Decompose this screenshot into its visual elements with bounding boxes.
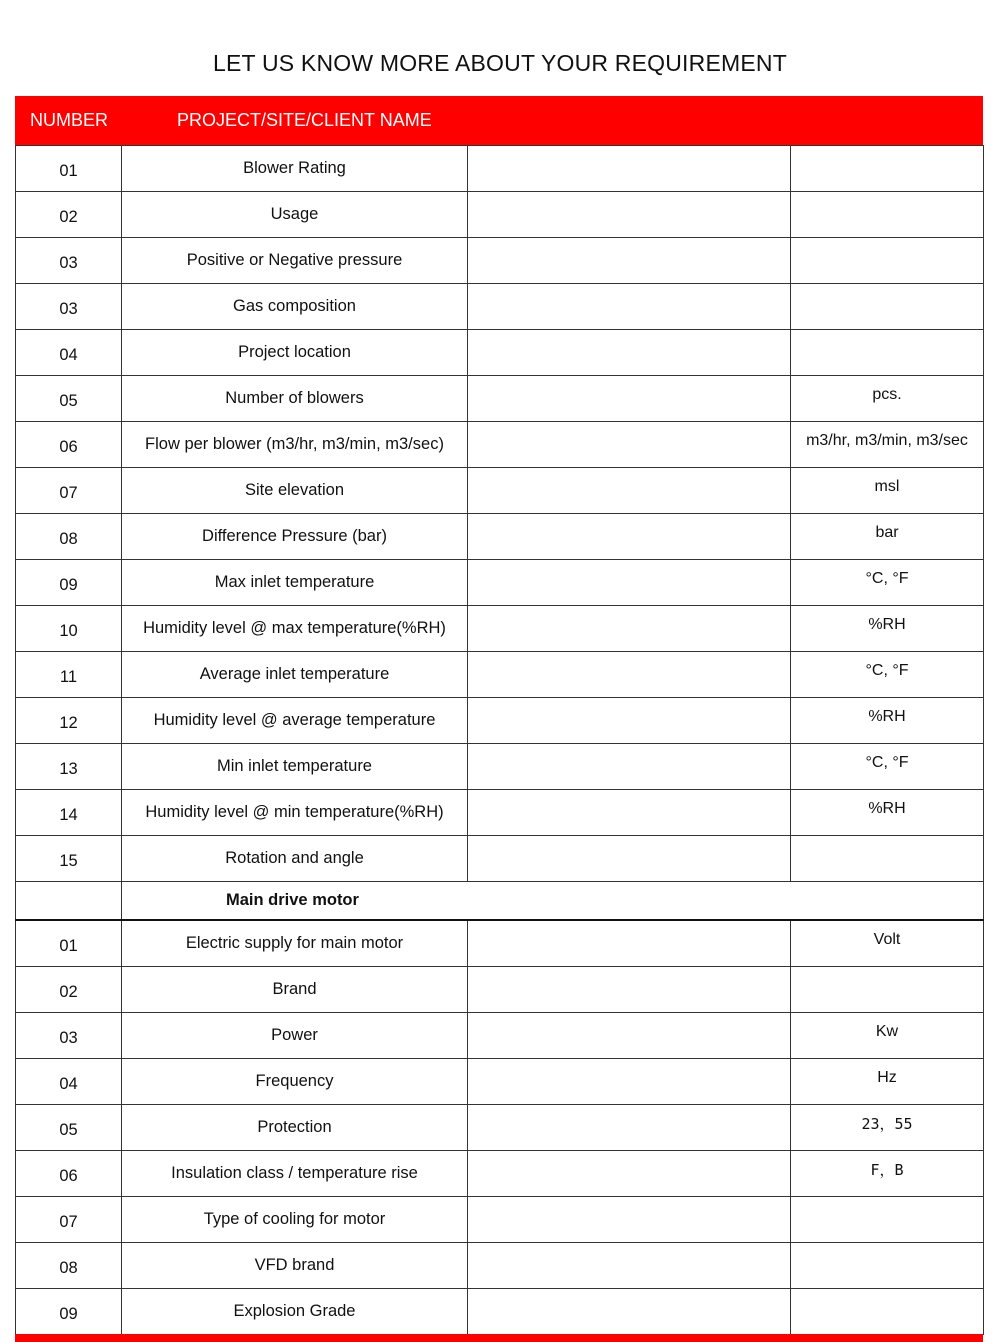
- table-row: [16, 1151, 984, 1197]
- row-unit: %RH: [791, 790, 984, 836]
- row-label: Blower Rating: [122, 146, 468, 192]
- value-field[interactable]: [468, 284, 791, 330]
- row-unit: m3/hr, m3/min, m3/sec: [791, 422, 984, 468]
- table-row: [16, 1059, 984, 1105]
- row-unit: Hz: [791, 1059, 984, 1105]
- row-number: 14: [16, 790, 122, 836]
- row-number: 09: [16, 1289, 122, 1335]
- row-number: 06: [16, 1151, 122, 1197]
- row-number: 05: [16, 1105, 122, 1151]
- page-title: LET US KNOW MORE ABOUT YOUR REQUIREMENT: [213, 50, 787, 76]
- table-row: [16, 284, 984, 330]
- table-row: [16, 698, 984, 744]
- row-label: Max inlet temperature: [122, 560, 468, 606]
- value-field[interactable]: [468, 1013, 791, 1059]
- row-unit: msl: [791, 468, 984, 514]
- row-number: 12: [16, 698, 122, 744]
- value-field[interactable]: [468, 1151, 791, 1197]
- row-label: Flow per blower (m3/hr, m3/min, m3/sec): [122, 422, 468, 468]
- row-number: 02: [16, 192, 122, 238]
- header-project-name: PROJECT/SITE/CLIENT NAME: [177, 110, 432, 130]
- table-row: [16, 1105, 984, 1151]
- row-label: Average inlet temperature: [122, 652, 468, 698]
- row-unit: %RH: [791, 606, 984, 652]
- row-number: 03: [16, 238, 122, 284]
- row-unit: [791, 146, 984, 192]
- row-label: Power: [122, 1013, 468, 1059]
- value-field[interactable]: [468, 744, 791, 790]
- row-number: 06: [16, 422, 122, 468]
- row-number: 11: [16, 652, 122, 698]
- row-number: 04: [16, 1059, 122, 1105]
- row-unit: [791, 192, 984, 238]
- row-number: 07: [16, 468, 122, 514]
- row-unit: [791, 836, 984, 882]
- row-unit: pcs.: [791, 376, 984, 422]
- row-unit: [791, 330, 984, 376]
- row-label: Electric supply for main motor: [122, 920, 468, 967]
- requirement-table: [15, 145, 984, 1335]
- row-unit: °C, °F: [791, 744, 984, 790]
- row-label: Humidity level @ min temperature(%RH): [122, 790, 468, 836]
- table-row: [16, 652, 984, 698]
- row-unit: [791, 1289, 984, 1335]
- row-label: Project location: [122, 330, 468, 376]
- row-label: Usage: [122, 192, 468, 238]
- row-unit: [791, 1197, 984, 1243]
- value-field[interactable]: [468, 146, 791, 192]
- value-field[interactable]: [468, 606, 791, 652]
- table-row: [16, 514, 984, 560]
- value-field[interactable]: [468, 238, 791, 284]
- value-field[interactable]: [468, 1197, 791, 1243]
- table-row: [16, 606, 984, 652]
- value-field[interactable]: [468, 376, 791, 422]
- row-label: Number of blowers: [122, 376, 468, 422]
- row-label: Type of cooling for motor: [122, 1197, 468, 1243]
- row-number: 10: [16, 606, 122, 652]
- row-number: 15: [16, 836, 122, 882]
- row-label: Difference Pressure (bar): [122, 514, 468, 560]
- section-title: Main drive motor: [122, 882, 984, 921]
- row-number: 05: [16, 376, 122, 422]
- row-label: Min inlet temperature: [122, 744, 468, 790]
- row-unit: °C, °F: [791, 652, 984, 698]
- value-field[interactable]: [468, 967, 791, 1013]
- row-number: 04: [16, 330, 122, 376]
- value-field[interactable]: [468, 1289, 791, 1335]
- section-row: [16, 882, 984, 921]
- row-unit: bar: [791, 514, 984, 560]
- table-row: [16, 376, 984, 422]
- table-row: [16, 560, 984, 606]
- row-label: Positive or Negative pressure: [122, 238, 468, 284]
- table-row: [16, 1013, 984, 1059]
- table-row: [16, 468, 984, 514]
- row-label: Insulation class / temperature rise: [122, 1151, 468, 1197]
- table-row: [16, 1289, 984, 1335]
- row-unit: [791, 1243, 984, 1289]
- value-field[interactable]: [468, 422, 791, 468]
- value-field[interactable]: [468, 836, 791, 882]
- footer-bar: [15, 1334, 983, 1342]
- table-row: [16, 836, 984, 882]
- row-number: 13: [16, 744, 122, 790]
- row-number: 07: [16, 1197, 122, 1243]
- table-row: [16, 790, 984, 836]
- value-field[interactable]: [468, 514, 791, 560]
- value-field[interactable]: [468, 698, 791, 744]
- row-number: 03: [16, 284, 122, 330]
- table-row: [16, 967, 984, 1013]
- header-number: NUMBER: [29, 110, 108, 130]
- row-label: Humidity level @ average temperature: [122, 698, 468, 744]
- value-field[interactable]: [468, 1243, 791, 1289]
- row-number: 01: [16, 920, 122, 967]
- value-field[interactable]: [468, 790, 791, 836]
- row-label: Brand: [122, 967, 468, 1013]
- value-field[interactable]: [468, 330, 791, 376]
- row-number: 03: [16, 1013, 122, 1059]
- table-row: [16, 330, 984, 376]
- row-unit: [791, 238, 984, 284]
- table-row: [16, 422, 984, 468]
- row-label: Explosion Grade: [122, 1289, 468, 1335]
- row-unit: %RH: [791, 698, 984, 744]
- row-unit: Volt: [791, 920, 984, 967]
- row-unit: F，B: [791, 1151, 984, 1197]
- value-field[interactable]: [468, 1105, 791, 1151]
- table-row: [16, 744, 984, 790]
- row-unit: [791, 284, 984, 330]
- row-label: Frequency: [122, 1059, 468, 1105]
- row-number: 02: [16, 967, 122, 1013]
- table-header: [15, 96, 983, 145]
- row-label: Humidity level @ max temperature(%RH): [122, 606, 468, 652]
- table-row: [16, 1197, 984, 1243]
- row-label: Site elevation: [122, 468, 468, 514]
- row-label: VFD brand: [122, 1243, 468, 1289]
- row-number: 08: [16, 514, 122, 560]
- row-unit: 23，55: [791, 1105, 984, 1151]
- row-number: 08: [16, 1243, 122, 1289]
- table-row: [16, 1243, 984, 1289]
- row-number: 01: [16, 146, 122, 192]
- requirement-form: [15, 96, 983, 1342]
- row-unit: °C, °F: [791, 560, 984, 606]
- value-field[interactable]: [468, 652, 791, 698]
- table-row: [16, 192, 984, 238]
- table-row: [16, 146, 984, 192]
- section-number-cell: [16, 882, 122, 921]
- table-row: [16, 238, 984, 284]
- row-label: Protection: [122, 1105, 468, 1151]
- row-label: Rotation and angle: [122, 836, 468, 882]
- value-field[interactable]: [468, 468, 791, 514]
- row-number: 09: [16, 560, 122, 606]
- row-label: Gas composition: [122, 284, 468, 330]
- value-field[interactable]: [468, 192, 791, 238]
- value-field[interactable]: [468, 920, 791, 967]
- value-field[interactable]: [468, 1059, 791, 1105]
- row-unit: [791, 967, 984, 1013]
- row-unit: Kw: [791, 1013, 984, 1059]
- value-field[interactable]: [468, 560, 791, 606]
- table-row: [16, 920, 984, 967]
